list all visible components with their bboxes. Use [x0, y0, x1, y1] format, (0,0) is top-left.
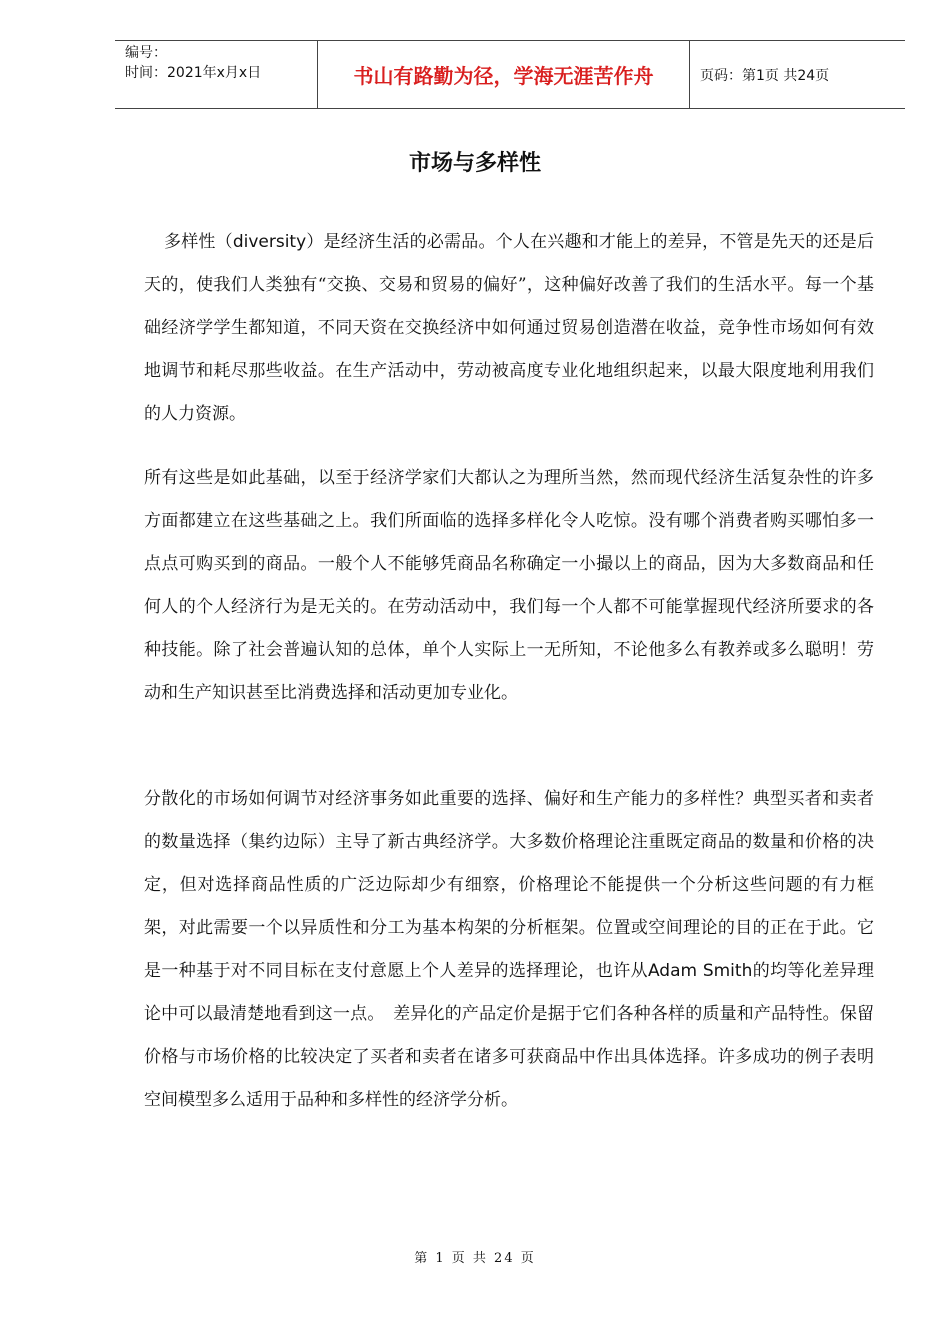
- number-label: 编号：: [125, 45, 167, 61]
- paragraph-3-text-a: 分散化的市场如何调节对经济事务如此重要的选择、偏好和生产能力的多样性？典型买者和卖者的数量选择（集约边际）主导了新古典经济学。大多数价格理论注重既定商品的数量和价格的决定，但对选择商品性质的广泛边际却少有细察，价格理论不能提供一个分析这些问题的有力框架，对此需要一个以异质性和分工为基本构架的分析框架。位置或空间理论的目的正在于此。它是一种基于对不同目标在支付意愿上个人差异的选择理论，也许从: [144, 789, 874, 981]
- header-page-info: 页码：第1页 共24页: [700, 67, 830, 84]
- paragraph-1-text-b: ）是经济生活的必需品。个人在兴趣和才能上的差异，不管是先天的还是后天的，使我们人类独有“交换、交易和贸易的偏好”，这种偏好改善了我们的生活水平。每一个基础经济学学生都知道，不同天资在交换经济中如何通过贸易创造潜在收益，竞争性市场如何有效地调节和耗尽那些收益。在生产活动中，劳动被高度专业化地组织起来，以最大限度地利用我们的人力资源。: [144, 232, 874, 424]
- paragraph-1-text-a: 多样性（: [164, 232, 233, 252]
- page-footer: 第 1 页 共 24 页: [414, 1251, 536, 1266]
- header-meta: [115, 41, 317, 108]
- document-title: 市场与多样性: [408, 151, 541, 176]
- document-header: [115, 40, 905, 109]
- paragraph-3: [144, 778, 874, 1122]
- time-label: 时间：2021年x月x日: [125, 65, 262, 81]
- paragraph-3-text-b: 的均等化差异理论中可以最清楚地看到这一点。 差异化的产品定价是据于它们各种各样的质量和产品特性。保留价格与市场价格的比较决定了买者和卖者在诸多可获商品中作出具体选择。许多成功的例子表明空间模型多么适用于品种和多样性的经济学分析。: [144, 961, 875, 1110]
- header-motto: 书山有路勤为径，学海无涯苦作舟: [317, 41, 690, 108]
- term-diversity: diversity: [232, 232, 307, 252]
- paragraph-1: [144, 221, 874, 436]
- name-adam-smith: Adam Smith: [647, 961, 753, 981]
- paragraph-2: 所有这些是如此基础，以至于经济学家们大都认之为理所当然，然而现代经济生活复杂性的许多方面都建立在这些基础之上。我们所面临的选择多样化令人吃惊。没有哪个消费者购买哪怕多一点点可购买到的商品。一般个人不能够凭商品名称确定一小撮以上的商品，因为大多数商品和任何人的个人经济行为是无关的。在劳动活动中，我们每一个人都不可能掌握现代经济所要求的各种技能。除了社会普遍认知的总体，单个人实际上一无所知，不论他多么有教养或多么聪明！劳动和生产知识甚至比消费选择和活动更加专业化。: [144, 468, 874, 703]
